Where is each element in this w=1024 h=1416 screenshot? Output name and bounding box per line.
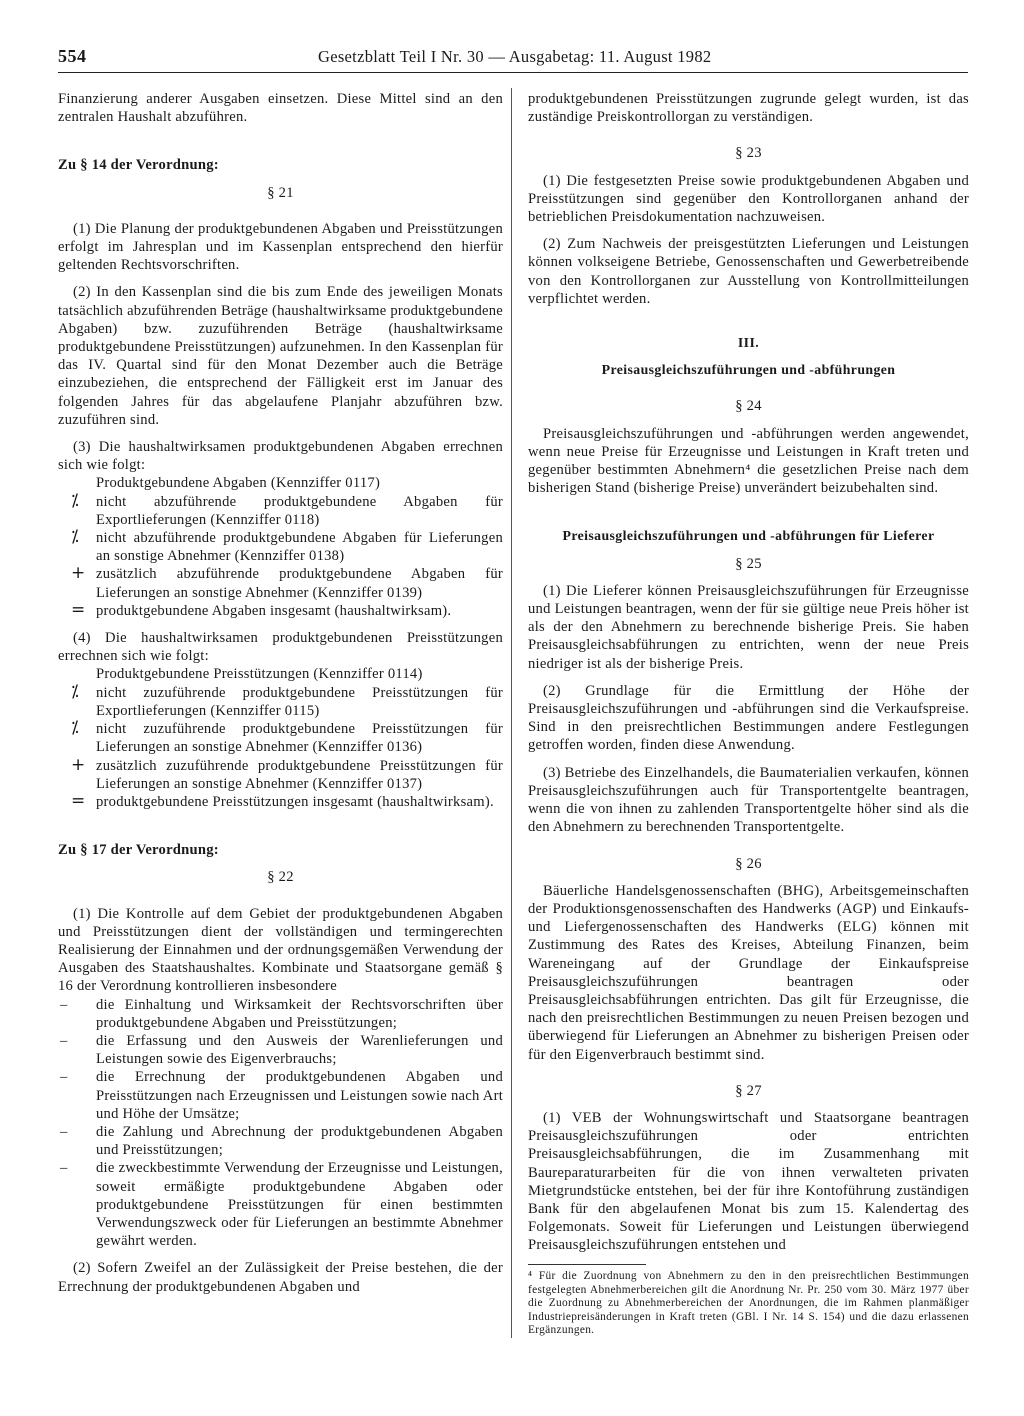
operator-sign: ⁒: [71, 490, 79, 511]
control-list-item-text: die Zahlung und Abrechnung der produktgebundenen Abgaben und Preisstützungen;: [96, 1123, 503, 1159]
s21-paragraph-2: (2) In den Kassenplan sind die bis zum Ende des jeweiligen Monats tatsächlich abzuführenden Beträge (haushaltwirksame produktgebundene Abgaben) bzw. zuzuführenden Beträge (haushaltwirksame produktgebundene Preisstützungen) aufzunehmen. In den Kassenplan für das IV. Quartal sind für den Monat Dezember auch die Beträge einzubeziehen, die entsprechend der Fälligkeit erst im Januar des folgenden Jahres für das abgelaufene Planjahr abzuführen bzw. zuzuführen sind.: [58, 284, 503, 428]
continued-paragraph-right: produktgebundenen Preisstützungen zugrunde gelegt wurden, ist das zuständige Preiskontrollorgan zu verständigen.: [528, 91, 969, 126]
calculation-line: [58, 720, 503, 756]
abgaben-calculation-list: [58, 490, 503, 620]
operator-sign: ⁒: [71, 681, 79, 702]
s23-paragraph-2: (2) Zum Nachweis der preisgestützten Lieferungen und Leistungen können volkseigene Betriebe, Genossenschaften und Gewerbetreibende von den Kontrollorganen zur Ausstellung von Kontrollmitteilungen verpflichtet werden.: [528, 236, 969, 307]
operator-sign: =: [71, 790, 86, 811]
paragraph-sign-27: § 27: [735, 1082, 762, 1099]
list-dash: –: [60, 996, 68, 1013]
paragraph-sign-22: § 22: [267, 869, 294, 886]
calculation-line: [58, 790, 503, 811]
control-list-item-text: die Errechnung der produktgebundenen Abgaben und Preisstützungen nach Erzeugnissen und Leistungen sowie nach Art und Höhe der Umsätze;: [96, 1069, 503, 1122]
s25-paragraph-3: (3) Betriebe des Einzelhandels, die Baumaterialien verkaufen, können Preisausgleichszuführungen auch für Transportentgelte beantragen, wenn die von ihnen zu zahlenden Transportentgelte höher sind als die den Abnehmern zu berechnenden Transportentgelte.: [528, 764, 969, 836]
calculation-line-text: produktgebundene Preisstützungen insgesamt (haushaltwirksam).: [96, 793, 494, 810]
s24-paragraph-1: Preisausgleichszuführungen und -abführungen werden angewendet, wenn neue Preise für Erzeugnisse und Leistungen in Kraft treten und gegenüber bestimmten Abnehmern⁴ die gesetzlichen Preise nach dem bisherigen Stand (bisherige Preise) unverändert beizubehalten sind.: [528, 425, 969, 497]
section-heading-14: Zu § 14 der Verordnung:: [58, 157, 219, 174]
operator-sign: ⁒: [71, 527, 79, 548]
calculation-line-text: zusätzlich abzuführende produktgebundene Abgaben für Lieferungen an sonstige Abnehmer (Kennziffer 0139): [96, 566, 503, 601]
s21-paragraph-3: (3) Die haushaltwirksamen produktgebundenen Abgaben errechnen sich wie folgt:: [58, 439, 503, 474]
control-list-item-text: die zweckbestimmte Verwendung der Erzeugnisse und Leistungen, soweit ermäßigte produktgebundene Abgaben oder produktgebundene Preisstützungen für einen bestimmten Verwendungszweck oder für Lieferungen an bestimmte Abnehmer gewährt werden.: [96, 1160, 503, 1250]
calculation-line-text: nicht zuzuführende produktgebundene Preisstützungen für Exportlieferungen (Kennziffer 0115): [96, 684, 503, 719]
s23-paragraph-1: (1) Die festgesetzten Preise sowie produktgebundenen Abgaben und Preisstützungen sind gegenüber den Kontrollorganen anhand der betrieblichen Preisdokumentation nachzuweisen.: [528, 172, 969, 226]
paragraph-sign-25: § 25: [735, 555, 762, 572]
preisstuetzungen-calculation-list: [58, 681, 503, 811]
subsection-title: Preisausgleichszuführungen und -abführungen für Lieferer: [562, 528, 935, 544]
column-divider: [511, 88, 512, 1338]
calculation-line-text: nicht abzuführende produktgebundene Abgaben für Lieferungen an sonstige Abnehmer (Kennziffer 0138): [96, 530, 503, 565]
s27-paragraph-1: (1) VEB der Wohnungswirtschaft und Staatsorgane beantragen Preisausgleichszuführungen oder entrichten Preisausgleichsabführungen, die im Zusammenhang mit Baureparaturarbeiten für die von ihnen verwalteten privaten Mietgrundstücke entstehen, bei der für ihre Kontoführung zuständigen Bank für den abgelaufenen Monat bis zum 15. Kalendertag des Folgemonats. Soweit für Lieferungen und Leistungen überwiegend Preisausgleichszuführungen entstehen und: [528, 1109, 969, 1254]
control-list-item: [58, 1123, 503, 1159]
part-number: III.: [737, 335, 760, 351]
left-column: [58, 90, 503, 1296]
calculation-line: [58, 754, 503, 793]
s21-paragraph-1: (1) Die Planung der produktgebundenen Abgaben und Preisstützungen erfolgt im Jahresplan und im Kassenplan entsprechend den hierfür geltenden Rechtsvorschriften.: [58, 220, 503, 274]
abgaben-base-line: Produktgebundene Abgaben (Kennziffer 0117): [96, 475, 381, 492]
list-dash: –: [60, 1069, 68, 1086]
paragraph-sign-23: § 23: [735, 145, 762, 162]
s25-paragraph-2: (2) Grundlage für die Ermittlung der Höhe der Preisausgleichszuführungen und -abführungen sind die Verkaufspreise. Sind in den preisrechtlichen Bestimmungen andere Festlegungen getroffen worden, finden diese Anwendung.: [528, 682, 969, 754]
paragraph-sign-24: § 24: [735, 398, 762, 415]
calculation-line-text: zusätzlich zuzuführende produktgebundene Preisstützungen für Lieferungen an sonstige Abnehmer (Kennziffer 0137): [96, 757, 503, 792]
calculation-line: [58, 599, 503, 620]
control-list-item-text: die Einhaltung und Wirksamkeit der Rechtsvorschriften über produktgebundene Abgaben und Preisstützungen;: [96, 996, 503, 1031]
calculation-line: [58, 490, 503, 529]
paragraph-sign-21: § 21: [267, 184, 294, 201]
calculation-line: [58, 529, 503, 565]
s22-paragraph-1: (1) Die Kontrolle auf dem Gebiet der produktgebundenen Abgaben und Preisstützungen dient der vollständigen und termingerechten Realisierung der Einnahmen und der ordnungsgemäßen Verwendung der Ausgaben des Staatshaushaltes. Kombinate und Staatsorgane gemäß § 16 der Verordnung kontrollieren insbesondere: [58, 905, 503, 995]
control-list-item: [58, 1032, 503, 1068]
control-list-item: [58, 1159, 503, 1250]
operator-sign: ⁒: [71, 718, 79, 739]
running-header-title: Gesetzblatt Teil I Nr. 30 — Ausgabetag: 11. August 1982: [318, 47, 712, 66]
calculation-line-text: produktgebundene Abgaben insgesamt (haushaltwirksam).: [96, 602, 452, 619]
calculation-line: [58, 681, 503, 720]
page-header: [58, 46, 968, 73]
s26-paragraph-1: Bäuerliche Handelsgenossenschaften (BHG), Arbeitsgemeinschaften der Produktionsgenossenschaften des Handwerks (AGP) und Einkaufs- und Liefergenossenschaften des Handwerks (ELG) können mit Zustimmung des Rates des Kreises, Abteilung Finanzen, beim Wareneingang auf der Grundlage der Einkaufspreise Preisausgleichszuführungen beantragen oder Preisausgleichsabführungen entrichten. Das gilt für Erzeugnisse, die nach den preisrechtlichen Bestimmungen zu neuen Preisen bezogen und überwiegend für Lieferungen an Abnehmer zu bisherigen Preisen oder für den Eigenverbrauch bestimmt sind.: [528, 882, 969, 1063]
operator-sign: +: [71, 563, 86, 584]
part-title: Preisausgleichszuführungen und -abführungen: [601, 362, 896, 378]
right-column: [528, 90, 969, 1255]
footnote-rule: [528, 1264, 646, 1265]
calculation-line: [58, 565, 503, 601]
continued-paragraph: Finanzierung anderer Ausgaben einsetzen. Diese Mittel sind an den zentralen Haushalt abzuführen.: [58, 91, 503, 126]
footnote-4: ⁴ Für die Zuordnung von Abnehmern zu den in den preisrechtlichen Bestimmungen festgelegten Abnehmerbereichen gilt die Anordnung Nr. Pr. 250 vom 30. März 1977 über die Zuordnung zu Abnehmerbereichen der Anordnungen, die im Rahmen planmäßiger Industriepreisänderungen in Kraft treten (GBl. I Nr. 14 S. 154) und die dazu erlassenen Ergänzungen.: [528, 1270, 969, 1337]
operator-sign: +: [71, 754, 86, 775]
s21-paragraph-4: (4) Die haushaltwirksamen produktgebundenen Preisstützungen errechnen sich wie folgt:: [58, 630, 503, 665]
list-dash: –: [60, 1032, 68, 1049]
s25-paragraph-1: (1) Die Lieferer können Preisausgleichszuführungen für Erzeugnisse und Leistungen beantragen, wenn der für sie gültige neue Preis höher ist als der den Abnehmern zu berechnende bisherige Preis. Sie haben Preisausgleichsabführungen zu entrichten, wenn der neue Preis niedriger ist als der bisherige Preis.: [528, 582, 969, 672]
list-dash: –: [60, 1160, 68, 1177]
control-list-item: [58, 1068, 503, 1123]
preisstuetzungen-base-line: Produktgebundene Preisstützungen (Kennziffer 0114): [96, 666, 423, 683]
control-items-list: [58, 996, 503, 1251]
section-heading-17: Zu § 17 der Verordnung:: [58, 842, 219, 859]
control-list-item: [58, 996, 503, 1032]
paragraph-sign-26: § 26: [735, 855, 762, 872]
control-list-item-text: die Erfassung und den Ausweis der Warenlieferungen und Leistungen sowie des Eigenverbrauchs;: [96, 1032, 503, 1068]
list-dash: –: [60, 1123, 68, 1140]
calculation-line-text: nicht zuzuführende produktgebundene Preisstützungen für Lieferungen an sonstige Abnehmer (Kennziffer 0136): [96, 721, 503, 756]
page-number: 554: [58, 46, 87, 66]
operator-sign: =: [71, 599, 86, 620]
s22-paragraph-2: (2) Sofern Zweifel an der Zulässigkeit der Preise bestehen, die der Errechnung der produktgebundenen Abgaben und: [58, 1260, 503, 1295]
calculation-line-text: nicht abzuführende produktgebundene Abgaben für Exportlieferungen (Kennziffer 0118): [96, 493, 503, 528]
